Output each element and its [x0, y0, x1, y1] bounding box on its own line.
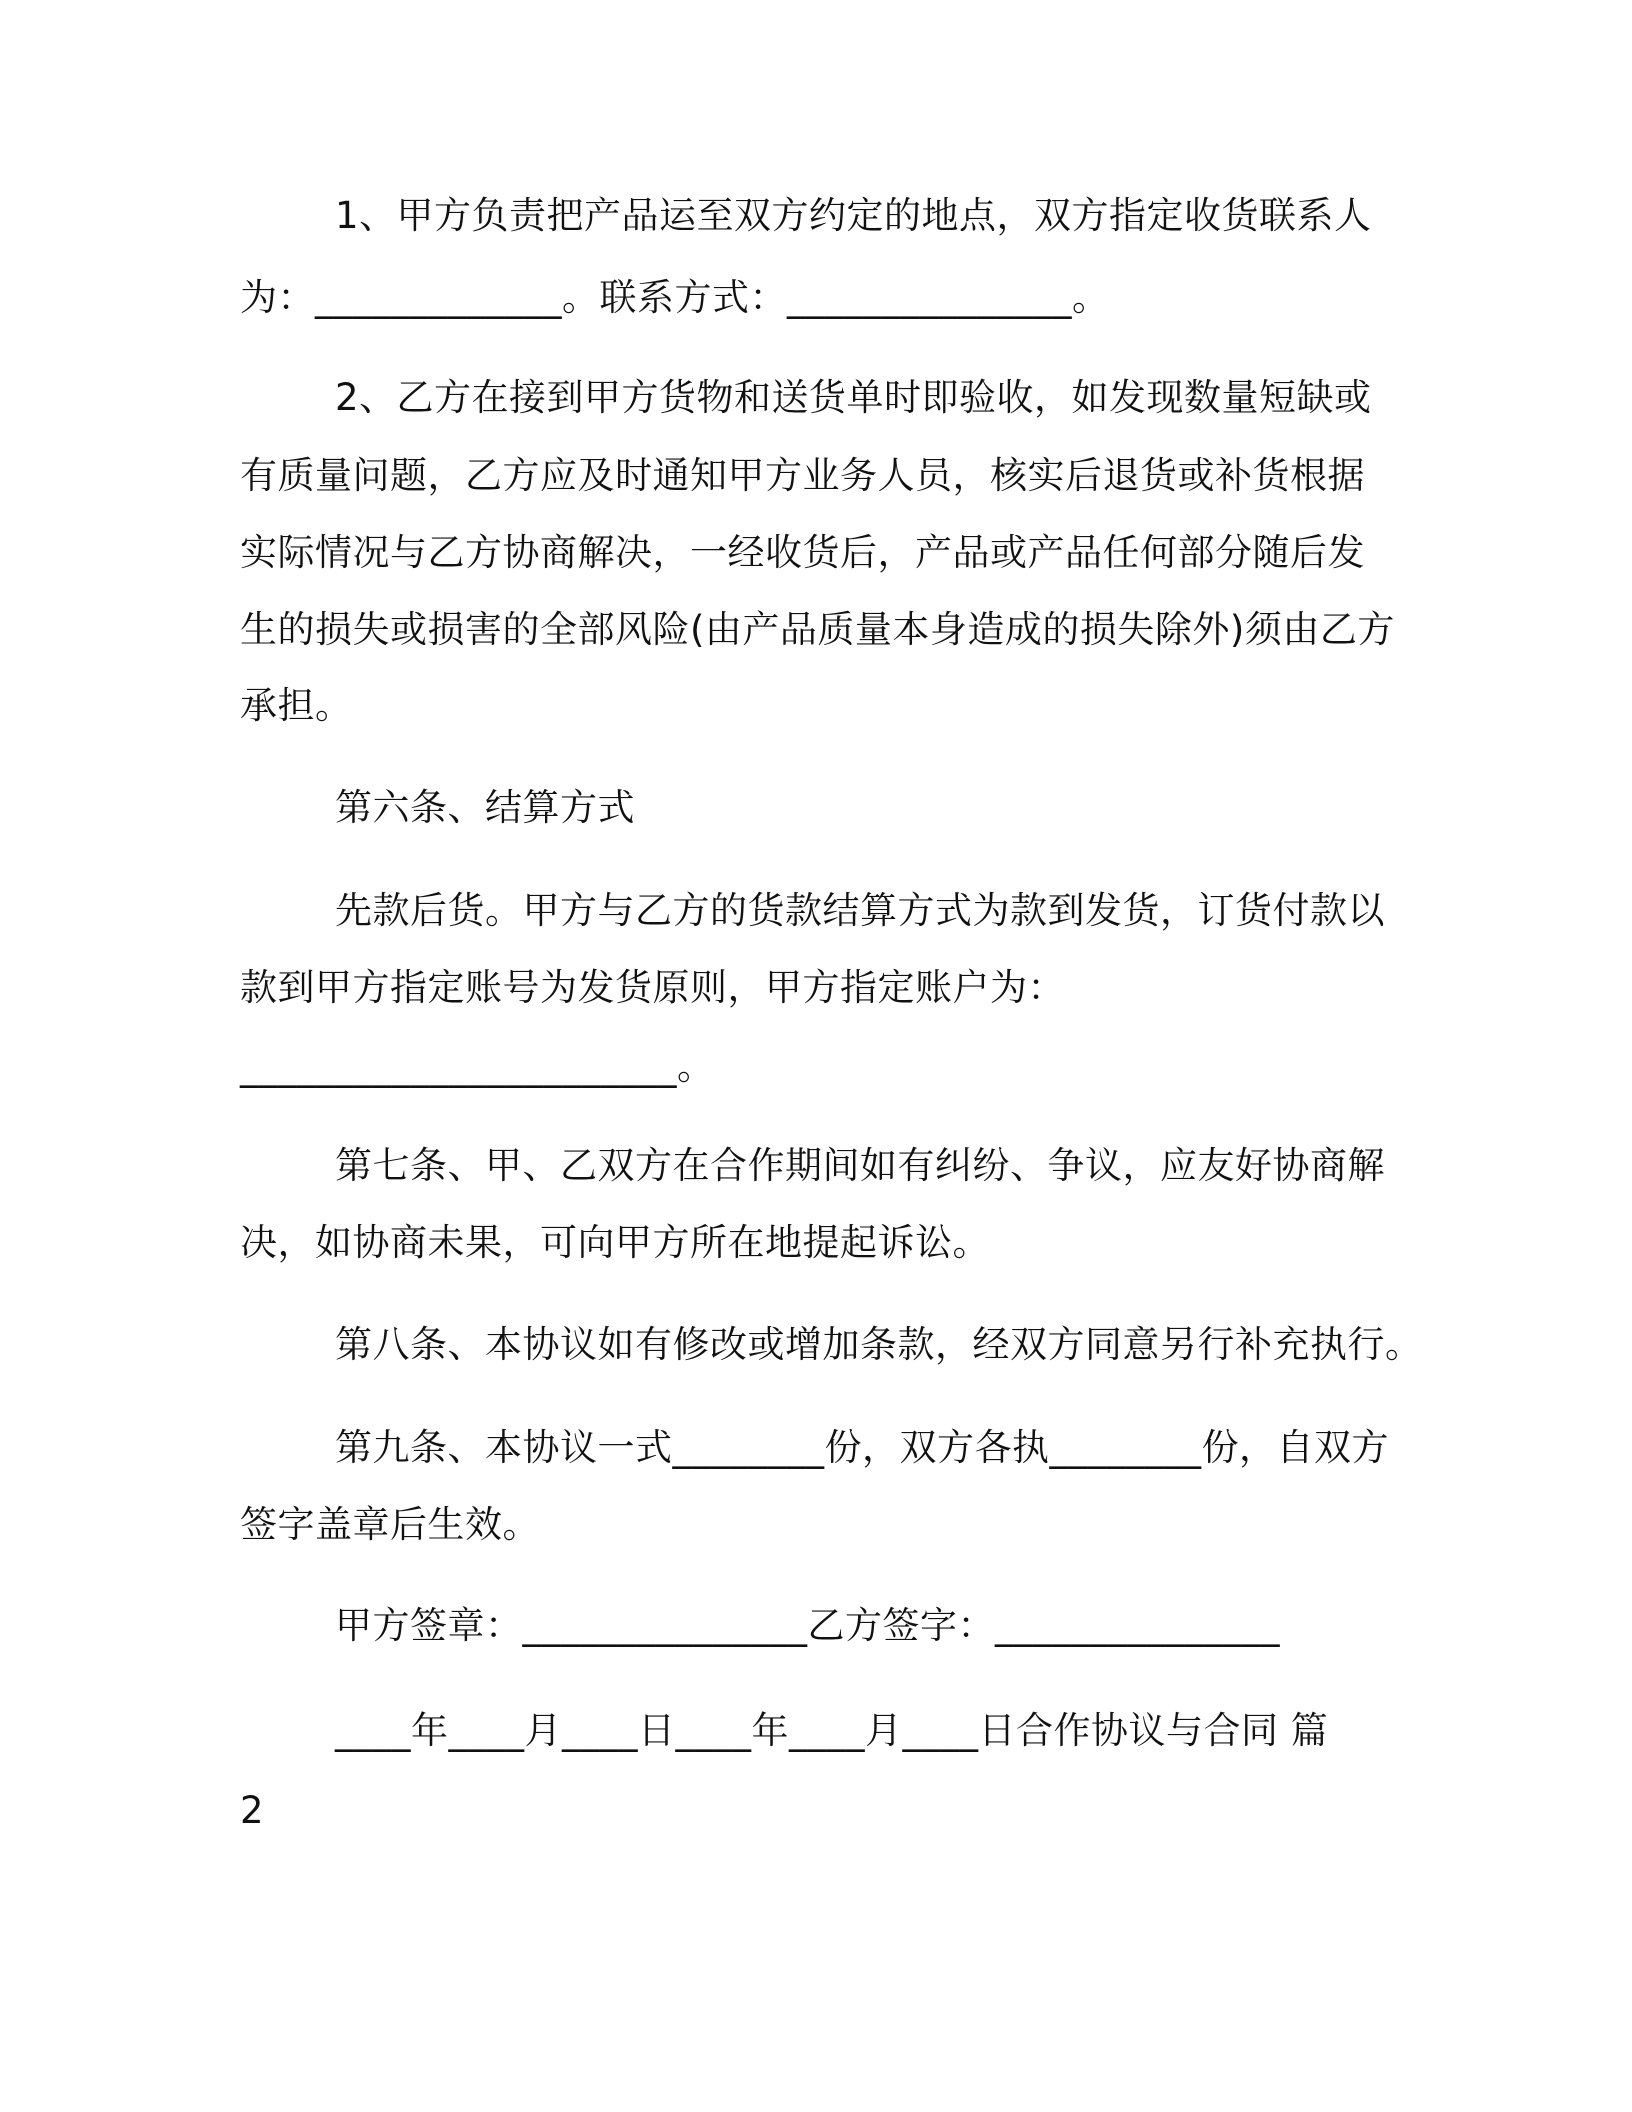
paragraph-line: _______________________。: [240, 1045, 715, 1088]
section-heading: 第六条、结算方式: [335, 786, 635, 829]
paragraph-line: 第九条、本协议一式________份，双方各执________份，自双方: [335, 1426, 1389, 1469]
signature-line: 甲方签章：_______________乙方签字：_______________: [335, 1604, 1280, 1647]
paragraph-line: 第八条、本协议如有修改或增加条款，经双方同意另行补充执行。: [335, 1323, 1423, 1366]
paragraph-line: 2、乙方在接到甲方货物和送货单时即验收，如发现数量短缺或: [335, 376, 1372, 419]
paragraph-line: 签字盖章后生效。: [240, 1503, 540, 1546]
paragraph-line: 承担。: [240, 684, 353, 727]
paragraph-line: 有质量问题，乙方应及时通知甲方业务人员，核实后退货或补货根据: [240, 454, 1365, 497]
section-number: 2: [240, 1789, 265, 1832]
paragraph-line: 生的损失或损害的全部风险(由产品质量本身造成的损失除外)须由乙方: [240, 608, 1395, 651]
paragraph-line: 实际情况与乙方协商解决，一经收货后，产品或产品任何部分随后发: [240, 531, 1365, 574]
paragraph-line: 1、甲方负责把产品运至双方约定的地点，双方指定收货联系人: [335, 194, 1372, 237]
paragraph-line: 决，如协商未果，可向甲方所在地提起诉讼。: [240, 1221, 990, 1264]
date-line: ____年____月____日____年____月____日合作协议与合同 篇: [335, 1709, 1329, 1752]
paragraph-line: 第七条、甲、乙双方在合作期间如有纠纷、争议，应友好协商解: [335, 1144, 1385, 1187]
paragraph-line: 为：_____________。联系方式：_______________。: [240, 276, 1110, 319]
paragraph-line: 先款后货。甲方与乙方的货款结算方式为款到发货，订货付款以: [335, 889, 1385, 932]
paragraph-line: 款到甲方指定账号为发货原则，甲方指定账户为：: [240, 966, 1065, 1009]
